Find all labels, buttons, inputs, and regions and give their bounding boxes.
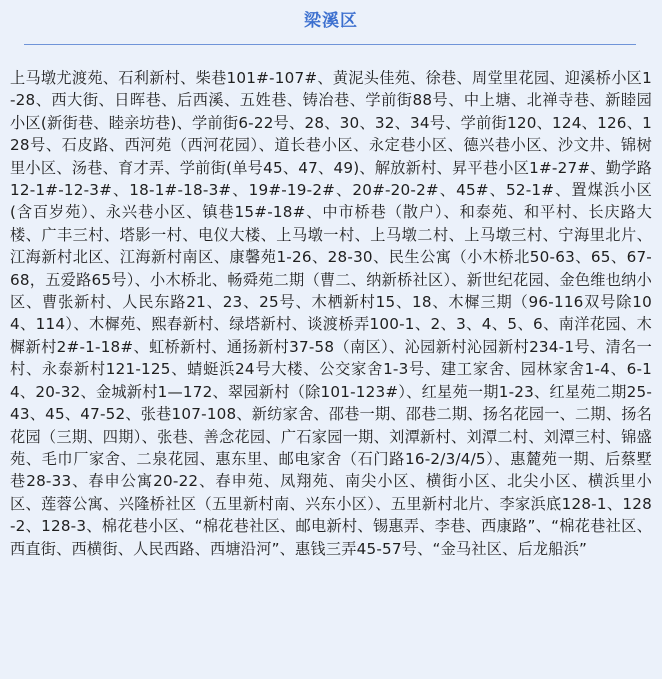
- address-list-text: 上马墩尤渡苑、石利新村、柴巷101#-107#、黄泥头佳苑、徐巷、周堂里花园、迎溪桥小区1-28、西大街、日晖巷、后西溪、五姓巷、铸冶巷、学前街88号、中上塘、北禅寺巷、新睦园小区(新街巷、睦亲坊巷)、学前街6-22号、28、30、32、34号、学前街120、124、126、128号、石皮路、西河苑（西河花园）、道长巷小区、永定巷小区、德兴巷小区、沙文井、锦树里小区、汤巷、育才弄、学前街(单号45、47、49)、解放新村、昇平巷小区1#-27#、勤学路12-1#-12-3#、18-1#-18-3#、19#-19-2#、20#-20-2#、45#、52-1#、置煤浜小区(含百岁苑）、永兴巷小区、镇巷15#-18#、中市桥巷（散户）、和泰苑、和平村、长庆路大楼、广丰三村、塔影一村、电仪大楼、上马墩一村、上马墩二村、上马墩三村、宁海里北片、江海新村北区、江海新村南区、康馨苑1-26、28-30、民生公寓（小木桥北50-63、65、67-68，五爱路65号）、小木桥北、畅舜苑二期（曹二、纳新桥社区）、新世纪花园、金色维也纳小区、曹张新村、人民东路21、23、25号、木栖新村15、18、木樨三期（96-116双号除104、114）、木樨苑、熙春新村、绿塔新村、谈渡桥弄100-1、2、3、4、5、6、南洋花园、木樨新村2#-1-18#、虹桥新村、通扬新村37-58（南区）、沁园新村沁园新村234-1号、清名一村、永泰新村121-125、蜻蜓浜24号大楼、公交家舍1-3号、建工家舍、园林家舍1-4、6-14、20-32、金城新村1—172、翠园新村（除101-123#）、红星苑一期1-23、红星苑二期25-43、45、47-52、张巷107-108、新纺家舍、邵巷一期、邵巷二期、扬名花园一、二期、扬名花园（三期、四期）、张巷、善念花园、广石家园一期、刘潭新村、刘潭二村、刘潭三村、锦盛苑、毛巾厂家舍、二泉花园、惠东里、邮电家舍（石门路16-2/3/4/5）、惠麓苑一期、后蔡墅巷28-33、春申公寓20-22、春申苑、凤翔苑、南尖小区、横街小区、北尖小区、横浜里小区、莲蓉公寓、兴隆桥社区（五里新村南、兴东小区）、五里新村北片、李家浜底128-1、128-2、128-3、棉花巷小区、“棉花巷社区、邮电新村、锡惠弄、李巷、西康路”、“棉花巷社区、西直街、西横街、人民西路、西塘沿河”、惠钱三弄45-57号、“金马社区、后龙船浜”: [10, 69, 652, 558]
- title-divider: [24, 44, 636, 45]
- section-title: 梁溪区: [304, 11, 358, 31]
